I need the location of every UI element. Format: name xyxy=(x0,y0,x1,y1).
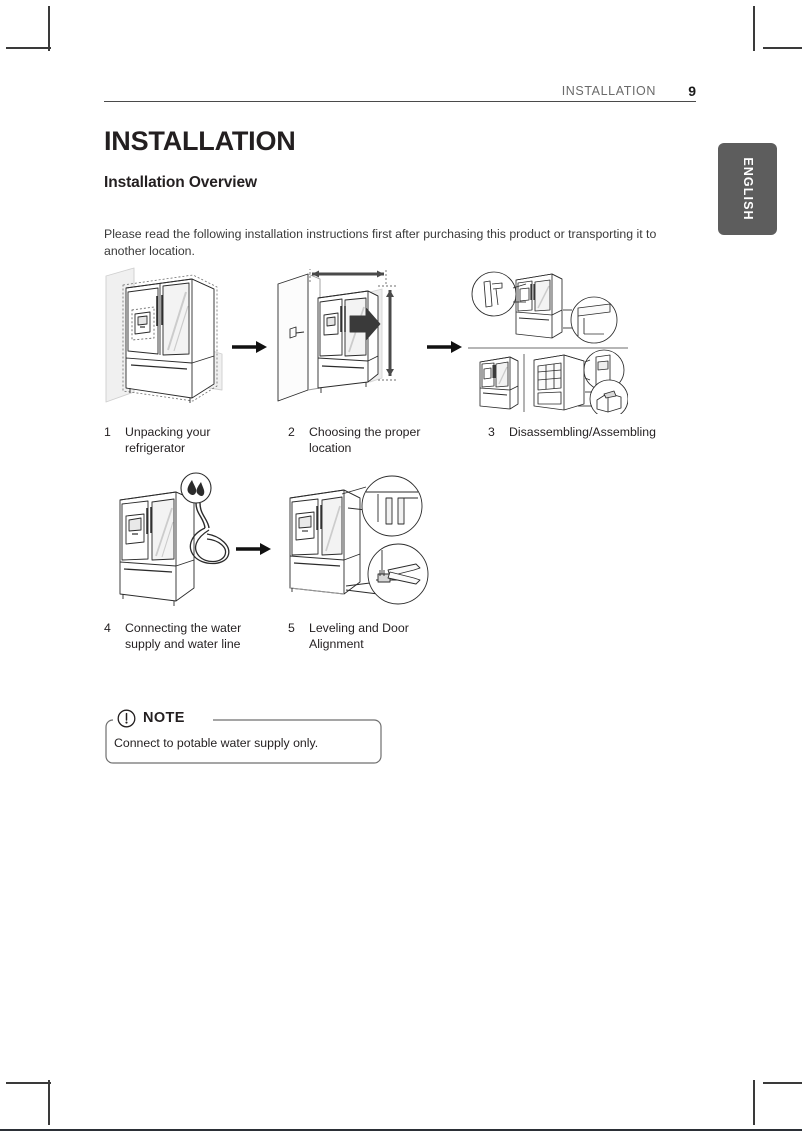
step-arrow-2-to-3 xyxy=(427,339,463,360)
intro-paragraph: Please read the following installation instructions first after purchasing this product or transporting it to another location. xyxy=(104,227,657,259)
crop-mark-bottom-left-vertical xyxy=(48,1080,50,1125)
step-label-5: Leveling and Door Alignment xyxy=(309,621,409,651)
crop-mark-top-right-vertical xyxy=(753,6,755,51)
step-number-1: 1 xyxy=(104,425,111,439)
step-label-3: Disassembling/Assembling xyxy=(509,425,656,439)
illustration-step-1 xyxy=(104,262,224,414)
step-arrow-1-to-2 xyxy=(232,339,268,360)
exclamation-circle-icon xyxy=(117,709,136,728)
step-caption-4 xyxy=(104,621,272,652)
note-text: Connect to potable water supply only. xyxy=(114,736,319,750)
illustration-step-4 xyxy=(108,470,238,612)
step-caption-3 xyxy=(488,425,698,441)
language-tab-label: ENGLISH xyxy=(740,157,755,221)
illustration-step-2 xyxy=(274,262,418,414)
illustration-step-3 xyxy=(468,262,628,414)
header-section-title: INSTALLATION xyxy=(561,84,656,98)
page-number: 9 xyxy=(688,83,696,99)
illustration-step-5 xyxy=(282,470,434,612)
running-header xyxy=(104,78,696,102)
language-tab-english xyxy=(718,143,777,235)
page-title: INSTALLATION xyxy=(104,126,296,156)
step-arrow-4-to-5 xyxy=(236,541,272,562)
note-label: NOTE xyxy=(143,710,185,726)
crop-mark-top-left-horizontal xyxy=(6,47,51,49)
crop-mark-bottom-right-horizontal xyxy=(763,1082,802,1084)
step-number-4: 4 xyxy=(104,621,111,635)
step-number-3: 3 xyxy=(488,425,495,439)
step-label-1: Unpacking your refrigerator xyxy=(125,425,211,455)
crop-mark-bottom-right-vertical xyxy=(753,1080,755,1125)
step-number-2: 2 xyxy=(288,425,295,439)
crop-mark-top-right-horizontal xyxy=(763,47,802,49)
step-label-2: Choosing the proper location xyxy=(309,425,421,455)
crop-mark-top-left-vertical xyxy=(48,6,50,51)
step-caption-5 xyxy=(288,621,438,652)
step-label-4: Connecting the water supply and water line xyxy=(125,621,242,651)
step-caption-1 xyxy=(104,425,264,456)
step-number-5: 5 xyxy=(288,621,295,635)
section-subtitle: Installation Overview xyxy=(104,174,257,191)
step-caption-2 xyxy=(288,425,453,456)
header-rule xyxy=(104,101,696,102)
note-box xyxy=(105,710,382,764)
crop-mark-bottom-left-horizontal xyxy=(6,1082,51,1084)
note-badge xyxy=(113,707,191,729)
